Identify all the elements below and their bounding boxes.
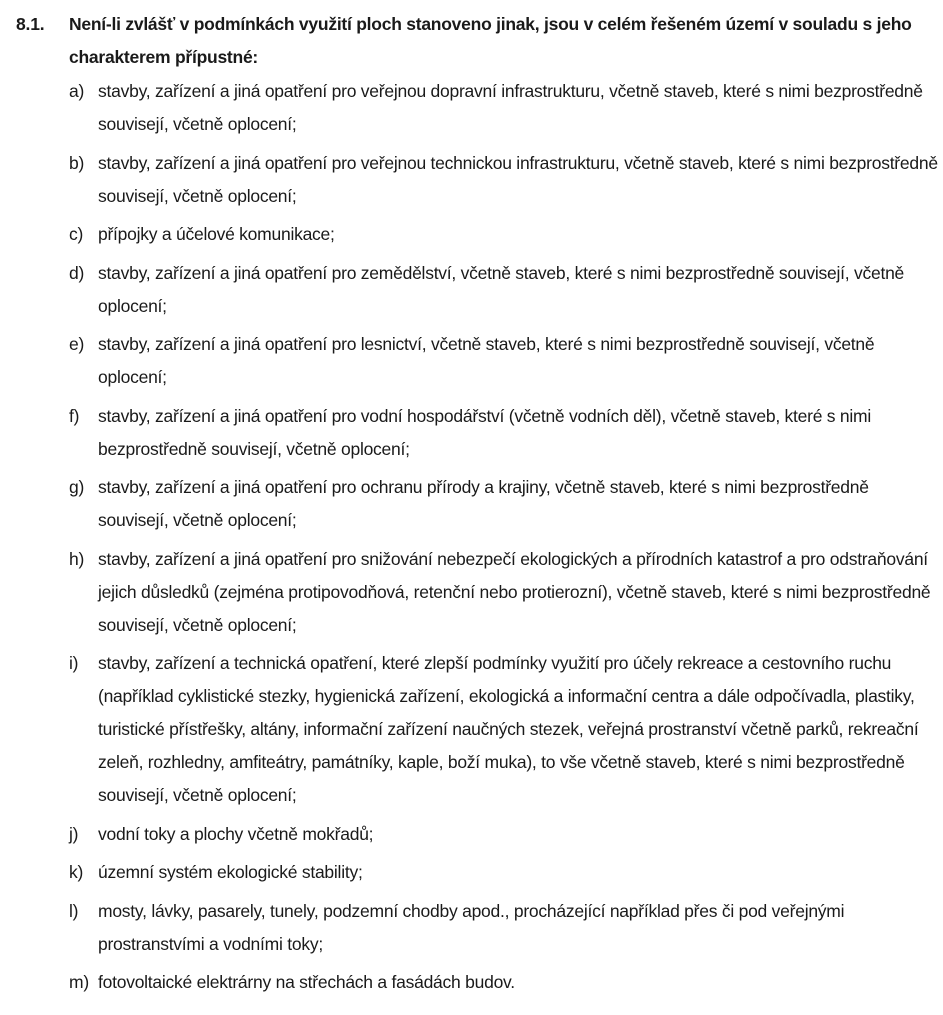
list-item-marker: g)	[69, 477, 85, 497]
section-heading-text: Není-li zvlášť v podmínkách využití ploch stanoveno jinak, jsou v celém řešeném území v souladu s jeho charakterem přípustné:	[69, 14, 912, 67]
list-item-marker: b)	[69, 152, 85, 173]
list-item-text: územní systém ekologické stability;	[98, 862, 363, 882]
list-item-text: stavby, zařízení a jiná opatření pro vodní hospodářství (včetně vodních děl), včetně staveb, které s nimi bezprostředně souvisejí, včetně oplocení;	[98, 405, 872, 459]
section-number: 8.1.	[16, 14, 45, 34]
list-item	[69, 895, 943, 961]
list-item-text: vodní toky a plochy včetně mokřadů;	[98, 823, 374, 844]
permitted-uses-list	[69, 75, 943, 1005]
list-item-marker: l)	[69, 900, 79, 921]
list-item	[69, 147, 943, 213]
list-item-marker: c)	[69, 224, 84, 244]
list-item	[69, 966, 943, 999]
list-item-marker: j)	[69, 823, 79, 844]
list-item-marker: k)	[69, 862, 84, 882]
list-item-text: stavby, zařízení a jiná opatření pro veřejnou dopravní infrastrukturu, včetně staveb, které s nimi bezprostředně souvisejí, včetně oplocení;	[98, 81, 923, 134]
list-item-marker: e)	[69, 334, 85, 354]
list-item-text: fotovoltaické elektrárny na střechách a fasádách budov.	[98, 972, 515, 992]
list-item	[69, 647, 943, 812]
list-item-marker: d)	[69, 262, 85, 283]
list-item-text: stavby, zařízení a jiná opatření pro veřejnou technickou infrastrukturu, včetně staveb, které s nimi bezprostředně souvisejí, včetně oplocení;	[98, 152, 938, 206]
list-item-marker: f)	[69, 405, 80, 426]
list-item-marker: i)	[69, 653, 79, 673]
list-item-text: stavby, zařízení a jiná opatření pro lesnictví, včetně staveb, které s nimi bezprostředně souvisejí, včetně oplocení;	[98, 334, 875, 387]
list-item-marker: h)	[69, 548, 85, 569]
list-item-marker: a)	[69, 81, 85, 101]
list-item	[69, 543, 943, 642]
list-item-text: přípojky a účelové komunikace;	[98, 224, 335, 244]
list-item	[69, 257, 943, 323]
list-item	[69, 856, 943, 889]
list-item-marker: m)	[69, 972, 89, 992]
list-item-text: stavby, zařízení a jiná opatření pro ochranu přírody a krajiny, včetně staveb, které s nimi bezprostředně souvisejí, včetně oplocení;	[98, 477, 869, 530]
list-item	[69, 471, 943, 537]
list-item	[69, 818, 943, 851]
list-item	[69, 400, 943, 466]
list-item-text: stavby, zařízení a technická opatření, které zlepší podmínky využití pro účely rekreace a cestovního ruchu (například cyklistické stezky, hygienická zařízení, ekologická a informační centra a dále odpočívadla, plastiky, turistické přístřešky, altány, informační zařízení naučných stezek, veřejná prostranství včetně parků, rekreační zeleň, rozhledny, amfiteátry, památníky, kaple, boží muka), to vše včetně staveb, které s nimi bezprostředně souvisejí, včetně oplocení;	[98, 653, 919, 805]
list-item-text: stavby, zařízení a jiná opatření pro zemědělství, včetně staveb, které s nimi bezprostředně souvisejí, včetně oplocení;	[98, 262, 905, 316]
list-item	[69, 328, 943, 394]
list-item	[69, 75, 943, 141]
list-item-text: mosty, lávky, pasarely, tunely, podzemní chodby apod., procházející například přes či pod veřejnými prostranstvími a vodními toky;	[98, 900, 845, 954]
list-item-text: stavby, zařízení a jiná opatření pro snižování nebezpečí ekologických a přírodních katastrof a pro odstraňování jejich důsledků (zejména protipovodňová, retenční nebo protierozní), včetně staveb, které s nimi bezprostředně souvisejí, včetně oplocení;	[98, 548, 931, 635]
list-item	[69, 218, 943, 251]
